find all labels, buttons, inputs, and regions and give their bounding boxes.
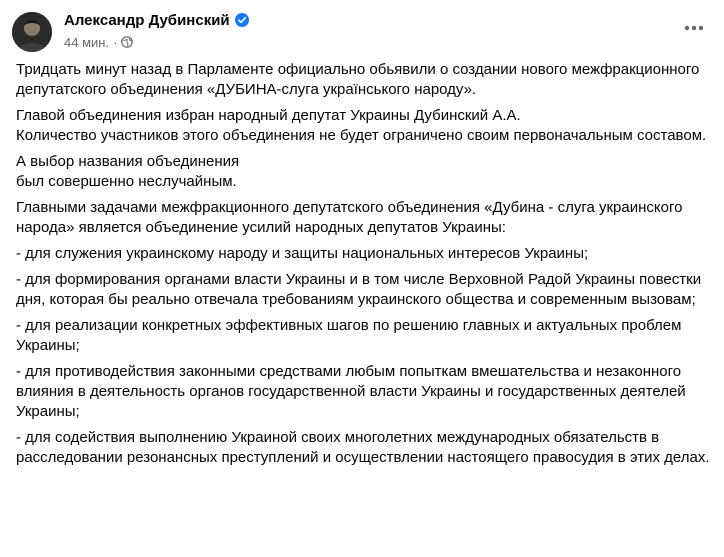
post-paragraph: - для служения украинскому народу и защиты национальных интересов Украины;: [16, 245, 589, 262]
post-paragraph: Главными задачами межфракционного депутатского объединения «Дубина - слуга украинского народа» является объединение усилий народных депутатов Украины:: [16, 199, 683, 236]
globe-icon[interactable]: [121, 36, 133, 48]
post-paragraph: - для формирования органами власти Украины и в том числе Верховной Радой Украины повестки дня, которая бы реально отвечала требованиям украинского общества и современным вызовам;: [16, 271, 702, 308]
meta-separator: ·: [113, 34, 118, 50]
more-options-button[interactable]: [676, 10, 712, 46]
post-paragraph: Тридцать минут назад в Парламенте официально обьявили о создании нового межфракционного депутатского объединения «ДУБИНА-слуга українського народу».: [16, 61, 700, 98]
author-name[interactable]: Александр Дубинский: [64, 11, 230, 29]
post-paragraph: А выбор названия объединения был совершенно неслучайным.: [16, 153, 240, 190]
post-paragraph: Главой объединения избран народный депутат Украины Дубинский А.А. Количество участников этого объединения не будет ограничено своим первоначальным составом.: [16, 107, 707, 144]
author-line: [64, 10, 249, 30]
post-paragraph: - для противодействия законными средствами любым попыткам вмешательства и незаконного влияния в деятельность органов государственной власти Украины и государственных деятелей Украины;: [16, 363, 686, 420]
author-block: [64, 10, 249, 50]
verified-badge-icon: [235, 13, 249, 27]
post-paragraph: - для содействия выполнению Украиной своих многолетних международных обязательств в расследовании резонансных преступлений и осуществлении настоящего правосудия в этих делах.: [16, 429, 710, 466]
more-options-icon: [684, 25, 704, 31]
post-meta: [64, 34, 249, 50]
post-header: [12, 8, 712, 52]
post-paragraph: - для реализации конкретных эффективных шагов по решению главных и актуальных проблем Украины;: [16, 317, 682, 354]
post-timestamp[interactable]: 44 мин.: [64, 34, 110, 50]
avatar[interactable]: [12, 12, 52, 52]
post-text: [16, 60, 712, 474]
avatar-photo-icon: [12, 12, 52, 52]
